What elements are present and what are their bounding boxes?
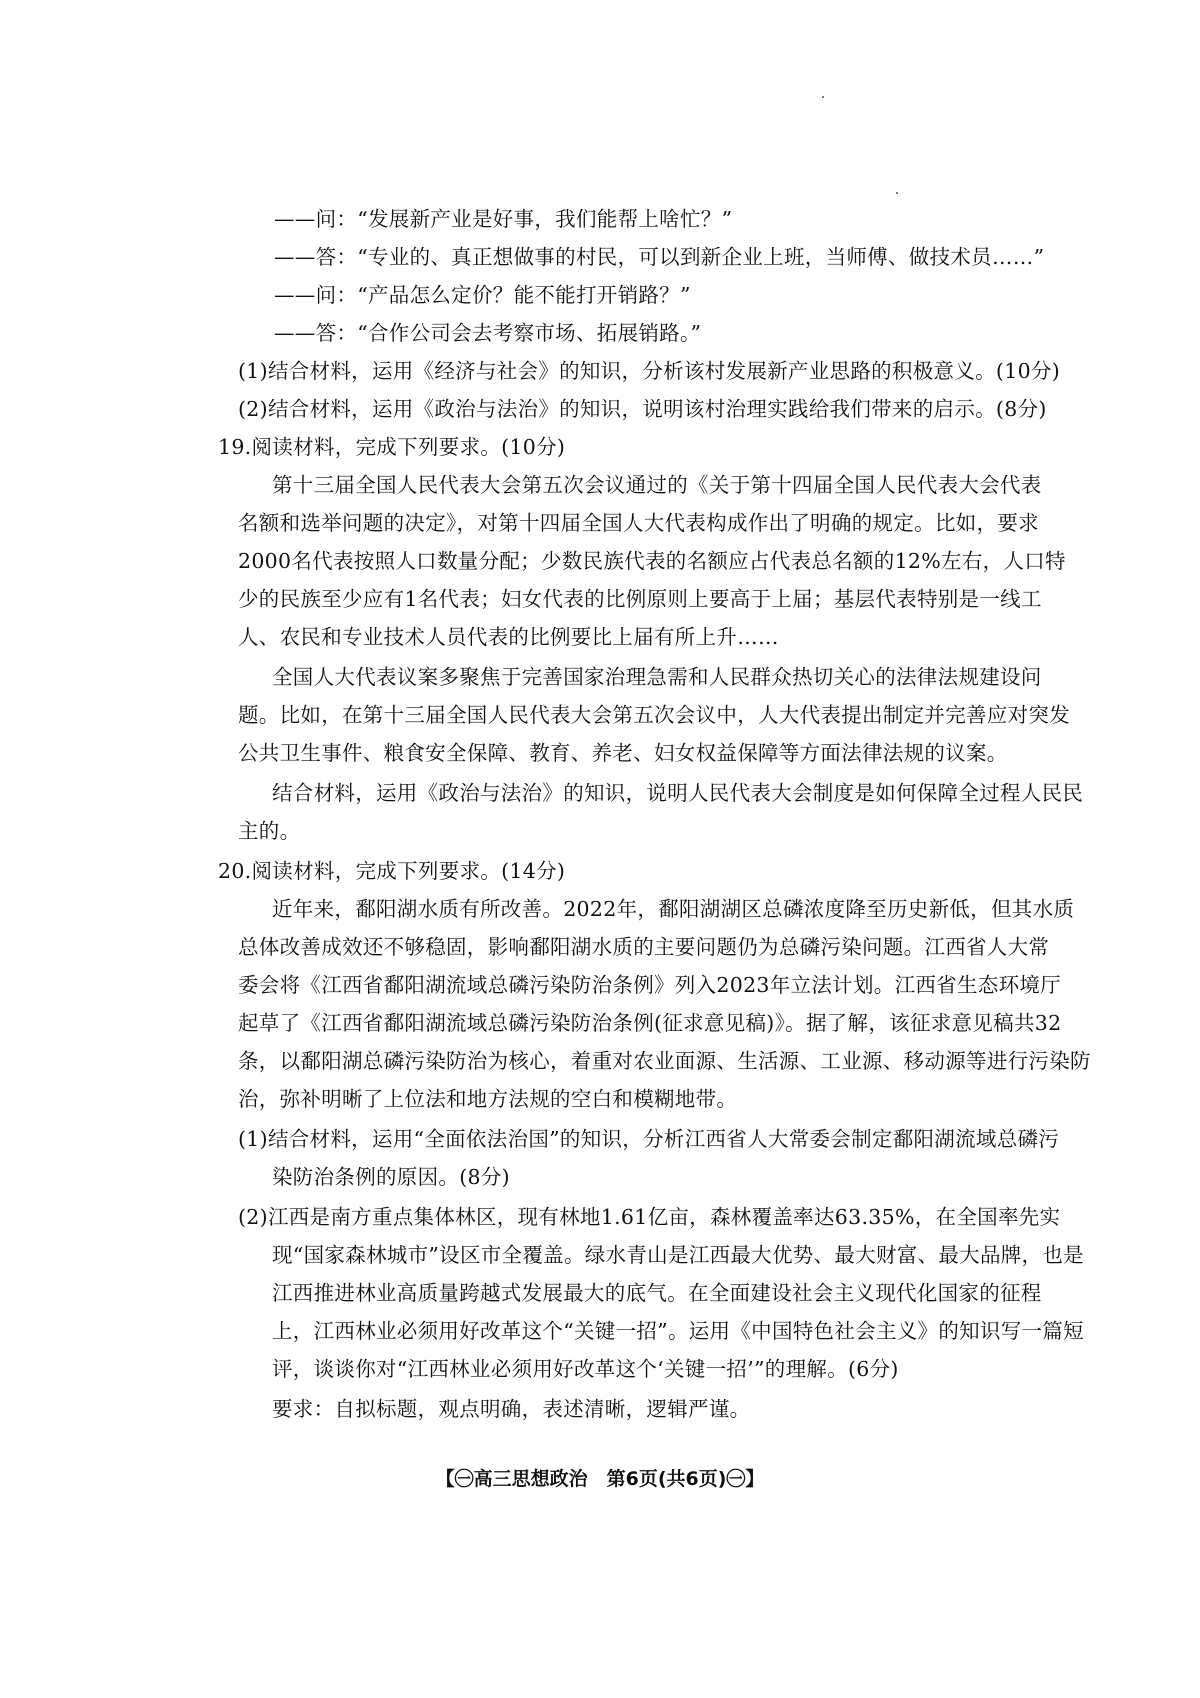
q18-dialogue-line: ——问：“产品怎么定价？能不能打开销路？”: [274, 283, 691, 307]
q18-dialogue-line: ——答：“合作公司会去考察市场、拓展销路。”: [274, 321, 702, 345]
q20-paragraph-line: 起草了《江西省鄱阳湖流域总磷污染防治条例(征求意见稿)》。据了解，该征求意见稿共32: [238, 1011, 1062, 1035]
q18-subquestion-2: (2)结合材料，运用《政治与法治》的知识，说明该村治理实践给我们带来的启示。(8分): [238, 397, 1047, 421]
q20-subquestion-2-line: 上，江西林业必须用好改革这个“关键一招”。运用《中国特色社会主义》的知识写一篇短: [272, 1319, 1084, 1343]
q20-requirement: 要求：自拟标题，观点明确，表述清晰，逻辑严谨。: [272, 1397, 751, 1421]
q19-paragraph-line: 公共卫生事件、粮食安全保障、教育、养老、妇女权益保障等方面法律法规的议案。: [238, 741, 1008, 765]
q20-subquestion-2-line: 江西推进林业高质量跨越式发展最大的底气。在全面建设社会主义现代化国家的征程: [272, 1281, 1042, 1305]
q18-subquestion-1: (1)结合材料，运用《经济与社会》的知识，分析该村发展新产业思路的积极意义。(10分): [238, 359, 1061, 383]
q20-heading: 20.阅读材料，完成下列要求。(14分): [218, 859, 566, 883]
q19-task-line: 结合材料，运用《政治与法治》的知识，说明人民代表大会制度是如何保障全过程人民民: [272, 781, 1084, 805]
q19-paragraph-line: 人、农民和专业技术人员代表的比例要比上届有所上升……: [238, 625, 779, 649]
page-footer: 【㊀高三思想政治 第6页(共6页)㊀】: [435, 1468, 765, 1490]
scan-speck: [822, 96, 824, 98]
q18-dialogue-line: ——答：“专业的、真正想做事的村民，可以到新企业上班，当师傅、做技术员……”: [274, 245, 1045, 269]
q20-paragraph-line: 近年来，鄱阳湖水质有所改善。2022年，鄱阳湖湖区总磷浓度降至历史新低，但其水质: [272, 897, 1075, 921]
q20-subquestion-2-line: 评，谈谈你对“江西林业必须用好改革这个‘关键一招’”的理解。(6分): [272, 1357, 899, 1381]
q19-paragraph-line: 题。比如，在第十三届全国人民代表大会第五次会议中，人大代表提出制定并完善应对突发: [238, 703, 1070, 727]
q19-paragraph-line: 第十三届全国人民代表大会第五次会议通过的《关于第十四届全国人民代表大会代表: [272, 473, 1042, 497]
q19-heading: 19.阅读材料，完成下列要求。(10分): [218, 435, 566, 459]
q20-paragraph-line: 治，弥补明晰了上位法和地方法规的空白和模糊地带。: [238, 1087, 738, 1111]
q20-subquestion-1-line: 染防治条例的原因。(8分): [272, 1165, 510, 1189]
q18-dialogue-line: ——问：“发展新产业是好事，我们能帮上啥忙？”: [274, 207, 733, 231]
q19-paragraph-line: 全国人大代表议案多聚焦于完善国家治理急需和人民群众热切关心的法律法规建设问: [272, 665, 1042, 689]
q20-subquestion-2-line: 现“国家森林城市”设区市全覆盖。绿水青山是江西最大优势、最大财富、最大品牌，也是: [272, 1243, 1084, 1267]
q20-paragraph-line: 条，以鄱阳湖总磷污染防治为核心，着重对农业面源、生活源、工业源、移动源等进行污染防: [238, 1049, 1091, 1073]
q19-paragraph-line: 名额和选举问题的决定》，对第十四届全国人大代表构成作出了明确的规定。比如，要求: [238, 511, 1039, 535]
q20-paragraph-line: 委会将《江西省鄱阳湖流域总磷污染防治条例》列入2023年立法计划。江西省生态环境厅: [238, 973, 1061, 997]
scan-speck: [896, 192, 898, 194]
q20-subquestion-1-line: (1)结合材料，运用“全面依法治国”的知识，分析江西省人大常委会制定鄱阳湖流域总磷污: [238, 1127, 1060, 1151]
q20-subquestion-2-line: (2)江西是南方重点集体林区，现有林地1.61亿亩，森林覆盖率达63.35%，在全国率先实: [238, 1205, 1061, 1229]
q19-task-line: 主的。: [238, 819, 301, 843]
q19-paragraph-line: 2000名代表按照人口数量分配；少数民族代表的名额应占代表总名额的12%左右，人口特: [238, 549, 1066, 573]
q20-paragraph-line: 总体改善成效还不够稳固，影响鄱阳湖水质的主要问题仍为总磷污染问题。江西省人大常: [238, 935, 1050, 959]
q19-paragraph-line: 少的民族至少应有1名代表；妇女代表的比例原则上要高于上届；基层代表特别是一线工: [238, 587, 1042, 611]
